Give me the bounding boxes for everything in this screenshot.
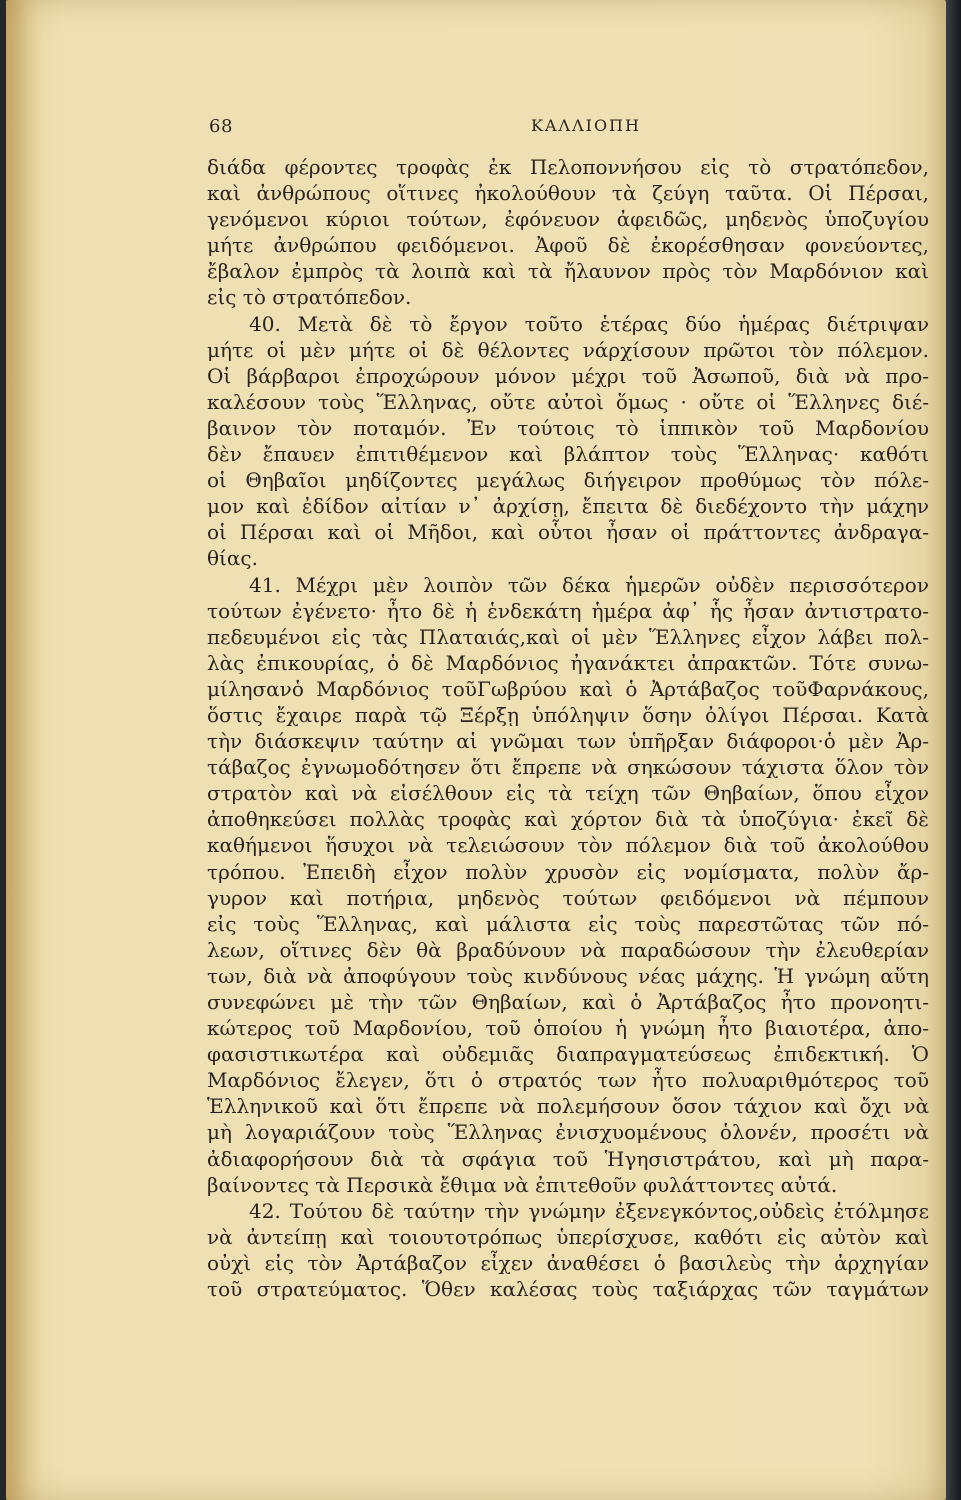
- text-line: οὐχὶ εἰς τὸν Ἀρτάβαζον εἶχεν ἀναθέσει ὁ βασιλεὺς τὴν ἀρχηγίαν: [207, 1250, 929, 1275]
- running-head: ΚΑΛΛΙΟΠΗ: [531, 116, 641, 135]
- text-line: δὲν ἔπαυεν ἐπιτιθέμενον καὶ βλάπτον τοὺς Ἕλληνας· καθότι: [207, 442, 929, 467]
- text-line: γυρον καὶ ποτήρια, μηδενὸς τούτων φειδόμενοι νὰ πέμπουν: [207, 885, 929, 910]
- text-line: ἀποθηκεύσει πολλὰς τροφὰς καὶ χόρτον διὰ τὰ ὑποζύγια· ἐκεῖ δὲ: [207, 807, 929, 832]
- text-line: θίας.: [207, 546, 258, 571]
- text-line: καὶ ἀνθρώπους οἵτινες ἠκολούθουν τὰ ζεύγη ταῦτα. Οἱ Πέρσαι,: [207, 181, 929, 206]
- text-line: 41. Μέχρι μὲν λοιπὸν τῶν δέκα ἡμερῶν οὐδὲν περισσότερον: [249, 572, 929, 597]
- text-line: των, διὰ νὰ ἀποφύγουν τοὺς κινδύνους νέας μάχης. Ἡ γνώμη αὕτη: [207, 963, 929, 988]
- text-line: λεων, οἵτινες δὲν θὰ βραδύνουν νὰ παραδώσουν τὴν ἐλευθερίαν: [207, 937, 929, 962]
- text-line: βαινον τὸν ποταμόν. Ἐν τούτοις τὸ ἱππικὸν τοῦ Μαρδονίου: [207, 415, 929, 440]
- text-line: βαίνοντες τὰ Περσικὰ ἔθιμα νὰ ἐπιτεθοῦν φυλάττοντες αὐτά.: [207, 1172, 838, 1197]
- text-line: καθήμενοι ἥσυχοι νὰ τελειώσουν τὸν πόλεμον διὰ τοῦ ἀκολούθου: [207, 833, 929, 858]
- text-line: 40. Μετὰ δὲ τὸ ἔργον τοῦτο ἑτέρας δύο ἡμέρας διέτριψαν: [249, 311, 929, 336]
- text-line: εἰς τοὺς Ἕλληνας, καὶ μάλιστα εἰς τοὺς παρεστῶτας τῶν πό-: [207, 911, 929, 936]
- text-line: τρόπου. Ἐπειδὴ εἶχον πολὺν χρυσὸν εἰς νομίσματα, πολὺν ἄρ-: [207, 859, 929, 884]
- text-line: μήτε οἱ μὲν μήτε οἱ δὲ θέλοντες νάρχίσουν πρῶτοι τὸν πόλεμον.: [207, 337, 929, 362]
- page-header: [0, 116, 961, 146]
- text-line: στρατὸν καὶ νὰ εἰσέλθουν εἰς τὰ τείχη τῶν Θηβαίων, ὅπου εἶχον: [207, 781, 929, 806]
- text-line: ἀδιαφορήσουν διὰ τὰ σφάγια τοῦ Ἡγησιστράτου, καὶ μὴ παρα-: [207, 1146, 929, 1171]
- text-line: μίλησανὁ Μαρδόνιος τοῦΓωβρύου καὶ ὁ Ἀρτάβαζος τοῦΦαρνάκους,: [207, 676, 929, 701]
- text-line: φασιστικωτέρα καὶ οὐδεμιᾶς διαπραγματεύσεως ἐπιδεκτική. Ὁ: [207, 1042, 929, 1067]
- text-line: διάδα φέροντες τροφὰς ἐκ Πελοποννήσου εἰς τὸ στρατόπεδον,: [207, 155, 929, 179]
- text-line: μὴ λογαριάζουν τοὺς Ἕλληνας ἐνισχυομένους ὁλονέν, προσέτι νὰ: [207, 1120, 929, 1145]
- text-line: πεδευμένοι εἰς τὰς Πλαταιάς,καὶ οἱ μὲν Ἕλληνες εἶχον λάβει πολ-: [207, 624, 929, 649]
- text-line: Οἱ βάρβαροι ἐπροχώρουν μόνον μέχρι τοῦ Ἀσωποῦ, διὰ νὰ προ-: [207, 363, 929, 388]
- text-line: γενόμενοι κύριοι τούτων, ἐφόνευον ἀφειδῶς, μηδενὸς ὑποζυγίου: [207, 207, 929, 232]
- text-line: τούτων ἐγένετο· ἦτο δὲ ἡ ἑνδεκάτη ἡμέρα ἀφ᾽ ἧς ἦσαν ἀντιστρατο-: [207, 598, 929, 623]
- text-line: μήτε ἀνθρώπου φειδόμενοι. Ἀφοῦ δὲ ἐκορέσθησαν φονεύοντες,: [207, 233, 929, 258]
- page-number: 68: [209, 116, 233, 137]
- text-line: μον καὶ ἐδίδον αἰτίαν ν᾽ ἀρχίσῃ, ἔπειτα δὲ διεδέχοντο τὴν μάχην: [207, 494, 929, 519]
- text-line: κώτερος τοῦ Μαρδονίου, τοῦ ὁποίου ἡ γνώμη ἦτο βιαιοτέρα, ἀπο-: [207, 1016, 929, 1041]
- text-line: Ἑλληνικοῦ καὶ ὅτι ἔπρεπε νὰ πολεμήσουν ὅσον τάχιον καὶ ὄχι νὰ: [207, 1094, 929, 1119]
- scanner-edge: [946, 0, 961, 1500]
- body-text: [207, 154, 929, 1302]
- text-line: οἱ Πέρσαι καὶ οἱ Μῆδοι, καὶ οὗτοι ἦσαν οἱ πράττοντες ἀνδραγα-: [207, 520, 929, 545]
- text-line: λὰς ἐπικουρίας, ὁ δὲ Μαρδόνιος ἠγανάκτει ἀπρακτῶν. Τότε συνω-: [207, 650, 929, 675]
- text-line: ἔβαλον ἐμπρὸς τὰ λοιπὰ καὶ τὰ ἤλαυνον πρὸς τὸν Μαρδόνιον καὶ: [207, 259, 929, 284]
- text-line: 42. Τούτου δὲ ταύτην τὴν γνώμην ἐξενεγκόντος,οὐδεὶς ἐτόλμησε: [249, 1198, 929, 1223]
- text-line: νὰ ἀντείπῃ καὶ τοιουτοτρόπως ὑπερίσχυσε, καθότι εἰς αὐτὸν καὶ: [207, 1224, 929, 1249]
- text-line: συνεφώνει μὲ τὴν τῶν Θηβαίων, καὶ ὁ Ἀρτάβαζος ἦτο προνοητι-: [207, 990, 929, 1014]
- text-line: εἰς τὸ στρατόπεδον.: [207, 285, 412, 310]
- text-line: Μαρδόνιος ἔλεγεν, ὅτι ὁ στρατός των ἦτο πολυαριθμότερος τοῦ: [207, 1068, 929, 1093]
- text-line: τὴν διάσκεψιν ταύτην αἱ γνῶμαι των ὑπῆρξαν διάφοροι·ὁ μὲν Ἀρ-: [207, 729, 929, 754]
- text-line: τοῦ στρατεύματος. Ὅθεν καλέσας τοὺς ταξιάρχας τῶν ταγμάτων: [207, 1277, 929, 1302]
- text-line: τάβαζος ἐγνωμοδότησεν ὅτι ἔπρεπε νὰ σηκώσουν τάχιστα ὅλον τὸν: [207, 755, 929, 780]
- text-line: οἱ Θηβαῖοι μηδίζοντες μεγάλως διήγειρον προθύμως τὸν πόλε-: [207, 468, 929, 493]
- text-line: ὅστις ἔχαιρε παρὰ τῷ Ξέρξῃ ὑπόληψιν ὅσην ὀλίγοι Πέρσαι. Κατὰ: [207, 702, 929, 727]
- text-line: καλέσουν τοὺς Ἕλληνας, οὔτε αὐτοὶ ὅμως · οὔτε οἱ Ἕλληνες διέ-: [207, 389, 929, 414]
